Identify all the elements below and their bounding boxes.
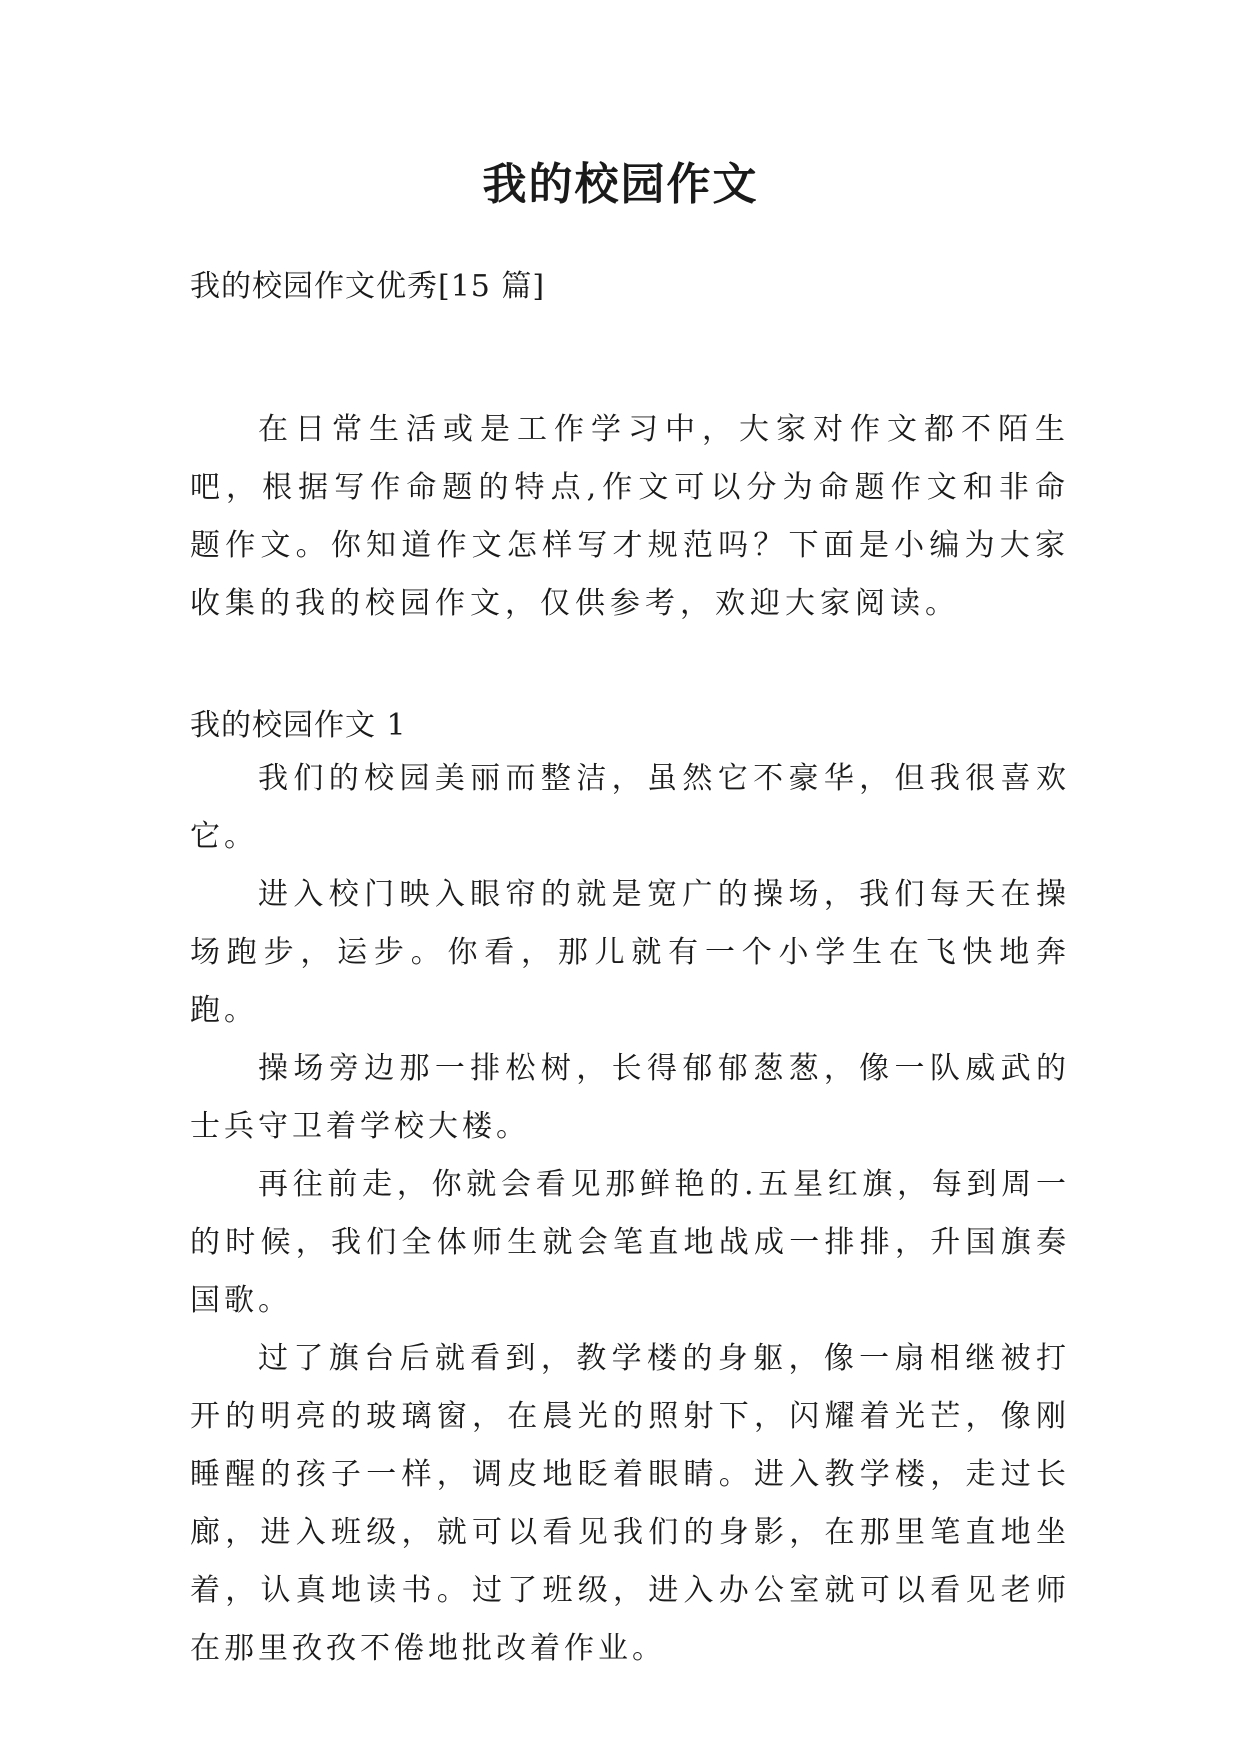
section-title: 我的校园作文 1 (190, 708, 407, 743)
essay-paragraph: 再往前走，你就会看见那鲜艳的.五星红旗，每到周一的时候，我们全体师生就会笔直地战成一排排，升国旗奏国歌。 (190, 1167, 1070, 1318)
essay-paragraph: 我们的校园美丽而整洁，虽然它不豪华，但我很喜欢它。 (190, 761, 1070, 854)
essay-paragraph: 过了旗台后就看到，教学楼的身躯，像一扇相继被打开的明亮的玻璃窗，在晨光的照射下，闪耀着光芒，像刚睡醒的孩子一样，调皮地眨着眼睛。进入教学楼，走过长廊，进入班级，就可以看见我们的身影，在那里笔直地坐着，认真地读书。过了班级，进入办公室就可以看见老师在那里孜孜不倦地批改着作业。 (190, 1341, 1070, 1666)
document-subtitle: 我的校园作文优秀[15 篇] (190, 269, 546, 304)
essay-body (190, 750, 1070, 1678)
essay-paragraph: 操场旁边那一排松树，长得郁郁葱葱，像一队威武的士兵守卫着学校大楼。 (190, 1051, 1070, 1144)
essay-paragraph: 进入校门映入眼帘的就是宽广的操场，我们每天在操场跑步，运步。你看，那儿就有一个小学生在飞快地奔跑。 (190, 877, 1070, 1028)
intro-paragraph: 在日常生活或是工作学习中，大家对作文都不陌生吧，根据写作命题的特点,作文可以分为命题作文和非命题作文。你知道作文怎样写才规范吗？下面是小编为大家收集的我的校园作文，仅供参考，欢迎大家阅读。 (190, 412, 1070, 621)
document-title: 我的校园作文 (482, 159, 759, 210)
